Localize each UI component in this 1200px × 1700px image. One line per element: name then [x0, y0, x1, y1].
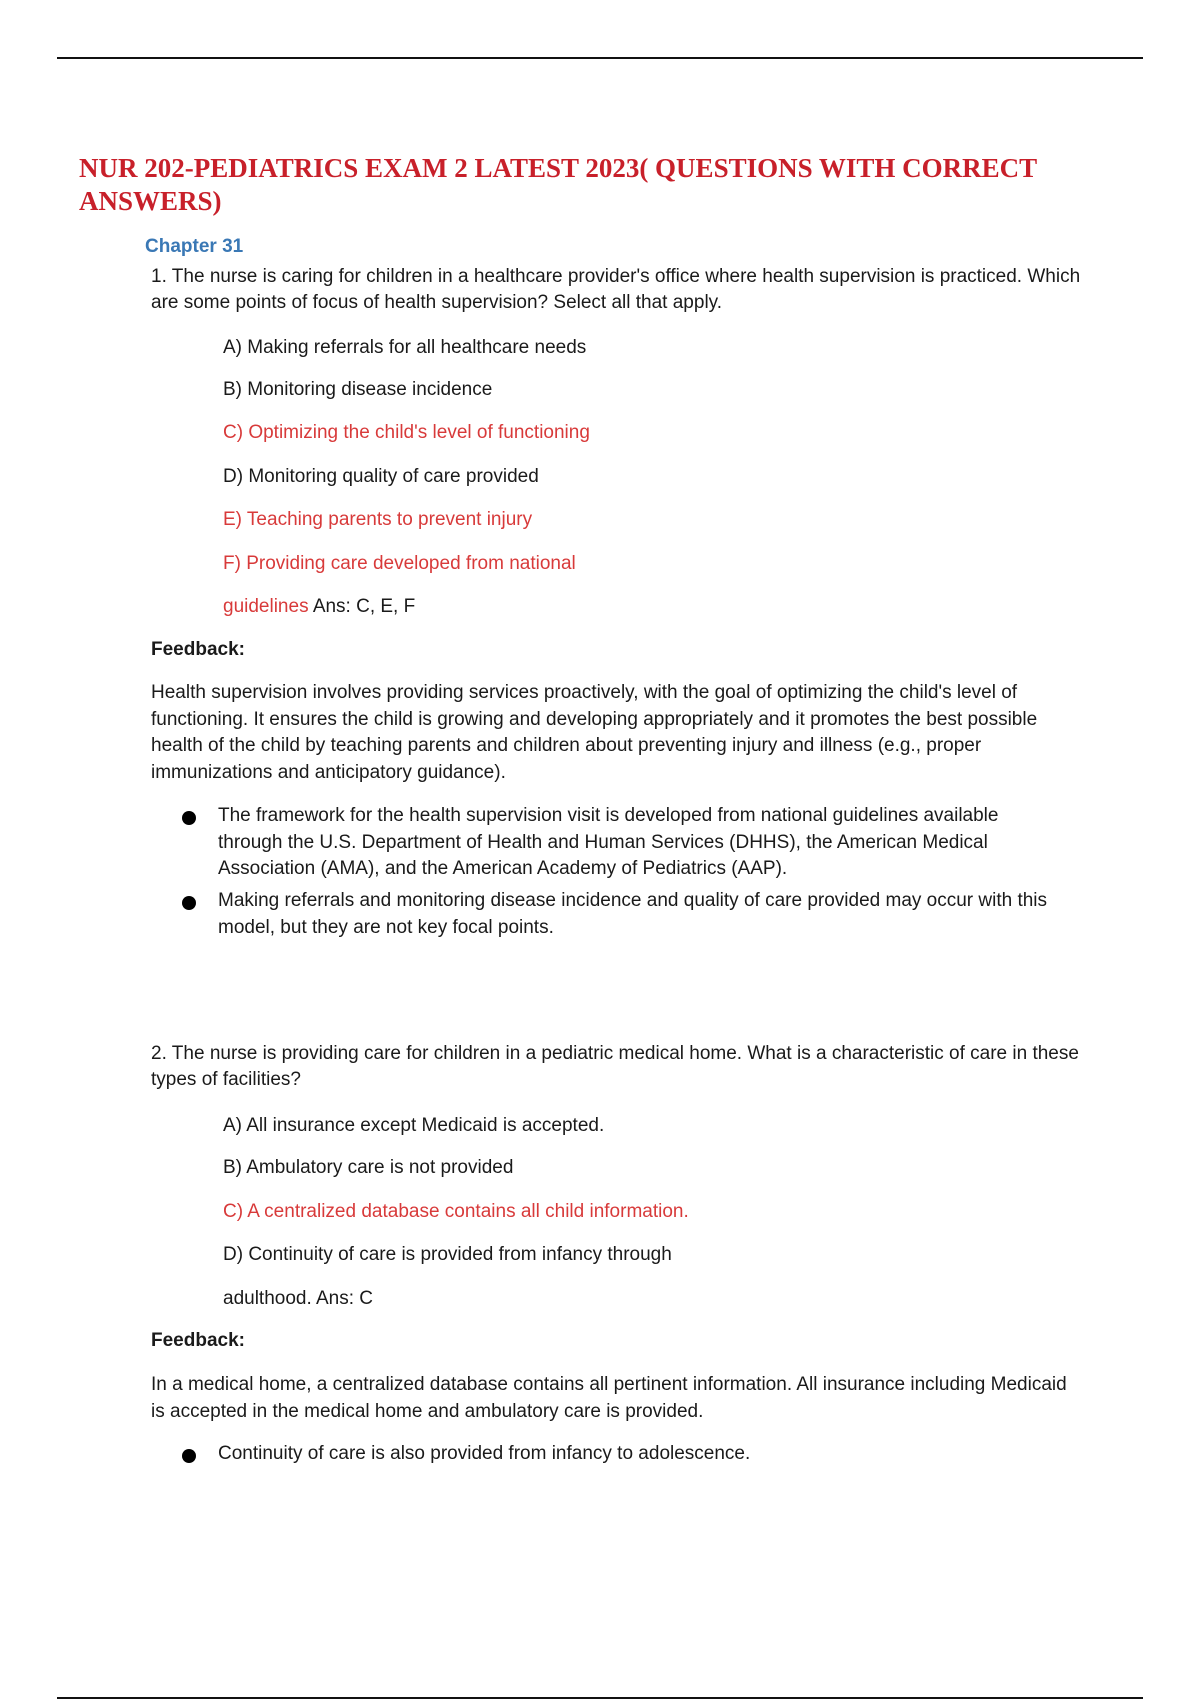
question-2-option-d-end: adulthood. — [223, 1288, 312, 1309]
question-1-body: The nurse is caring for children in a healthcare provider's office where health supervision is practiced. Which are some points of focus of health supervision? Select all that apply. — [151, 266, 1081, 313]
question-2-bullet-1 — [182, 1441, 1062, 1468]
question-2-option-a: A) All insurance except Medicaid is accepted. — [223, 1115, 605, 1136]
question-2-option-d-continued — [223, 1287, 373, 1311]
question-1-text — [151, 264, 1081, 316]
question-1-bullet-2-text: Making referrals and monitoring disease incidence and quality of care provided may occur with this model, but they are not key focal points. — [218, 890, 1048, 938]
question-2-option-b: B) Ambulatory care is not provided — [223, 1157, 514, 1178]
question-1-option-f-end: guidelines — [223, 596, 309, 617]
question-2-body: The nurse is providing care for children in a pediatric medical home. What is a characteristic of care in these types of facilities? — [151, 1043, 1079, 1090]
chapter-heading: Chapter 31 — [145, 236, 244, 257]
question-1-bullet-2 — [182, 888, 1062, 941]
question-1-option-e: E) Teaching parents to prevent injury — [223, 509, 533, 530]
question-1-option-c: C) Optimizing the child's level of functioning — [223, 422, 590, 443]
question-2-option-c: C) A centralized database contains all child information. — [223, 1201, 689, 1222]
question-1-number: 1. — [151, 266, 167, 287]
document-title: NUR 202-PEDIATRICS EXAM 2 LATEST 2023( QUESTIONS WITH CORRECT ANSWERS) — [79, 153, 1037, 216]
bullet-dot — [182, 1449, 196, 1463]
question-2-answer: Ans: C — [315, 1288, 374, 1309]
question-2-text — [151, 1041, 1081, 1093]
question-1-option-f: F) Providing care developed from national — [223, 553, 576, 574]
question-1-option-b: B) Monitoring disease incidence — [223, 379, 493, 400]
bottom-rule — [57, 1697, 1143, 1699]
question-2-feedback-label: Feedback: — [151, 1330, 245, 1351]
question-1-answer: Ans: C, E, F — [312, 596, 416, 617]
question-2-number: 2. — [151, 1043, 167, 1064]
bullet-dot — [182, 811, 196, 825]
question-2-option-d: D) Continuity of care is provided from infancy through — [223, 1244, 672, 1265]
question-2-bullet-1-text: Continuity of care is also provided from infancy to adolescence. — [218, 1443, 751, 1464]
bullet-dot — [182, 896, 196, 910]
top-rule — [57, 57, 1143, 59]
question-1-bullet-1-text: The framework for the health supervision visit is developed from national guidelines available through the U.S. Department of Health and Human Services (DHHS), the American Medical Association (AMA), and the American Academy of Pediatrics (AAP). — [218, 805, 999, 879]
question-1-feedback-label: Feedback: — [151, 639, 245, 660]
question-1-option-f-continued — [223, 595, 415, 619]
question-1-option-a: A) Making referrals for all healthcare needs — [223, 337, 587, 358]
question-2-feedback-text: In a medical home, a centralized database contains all pertinent information. All insurance including Medicaid is accepted in the medical home and ambulatory care is provided. — [151, 1374, 1067, 1422]
question-1-option-d: D) Monitoring quality of care provided — [223, 466, 539, 487]
question-1-bullet-1 — [182, 803, 1062, 883]
question-1-feedback-text: Health supervision involves providing services proactively, with the goal of optimizing the child's level of functioning. It ensures the child is growing and developing appropriately and it promotes the best possible health of the child by teaching parents and children about preventing injury and illness (e.g., proper immunizations and anticipatory guidance). — [151, 682, 1038, 783]
